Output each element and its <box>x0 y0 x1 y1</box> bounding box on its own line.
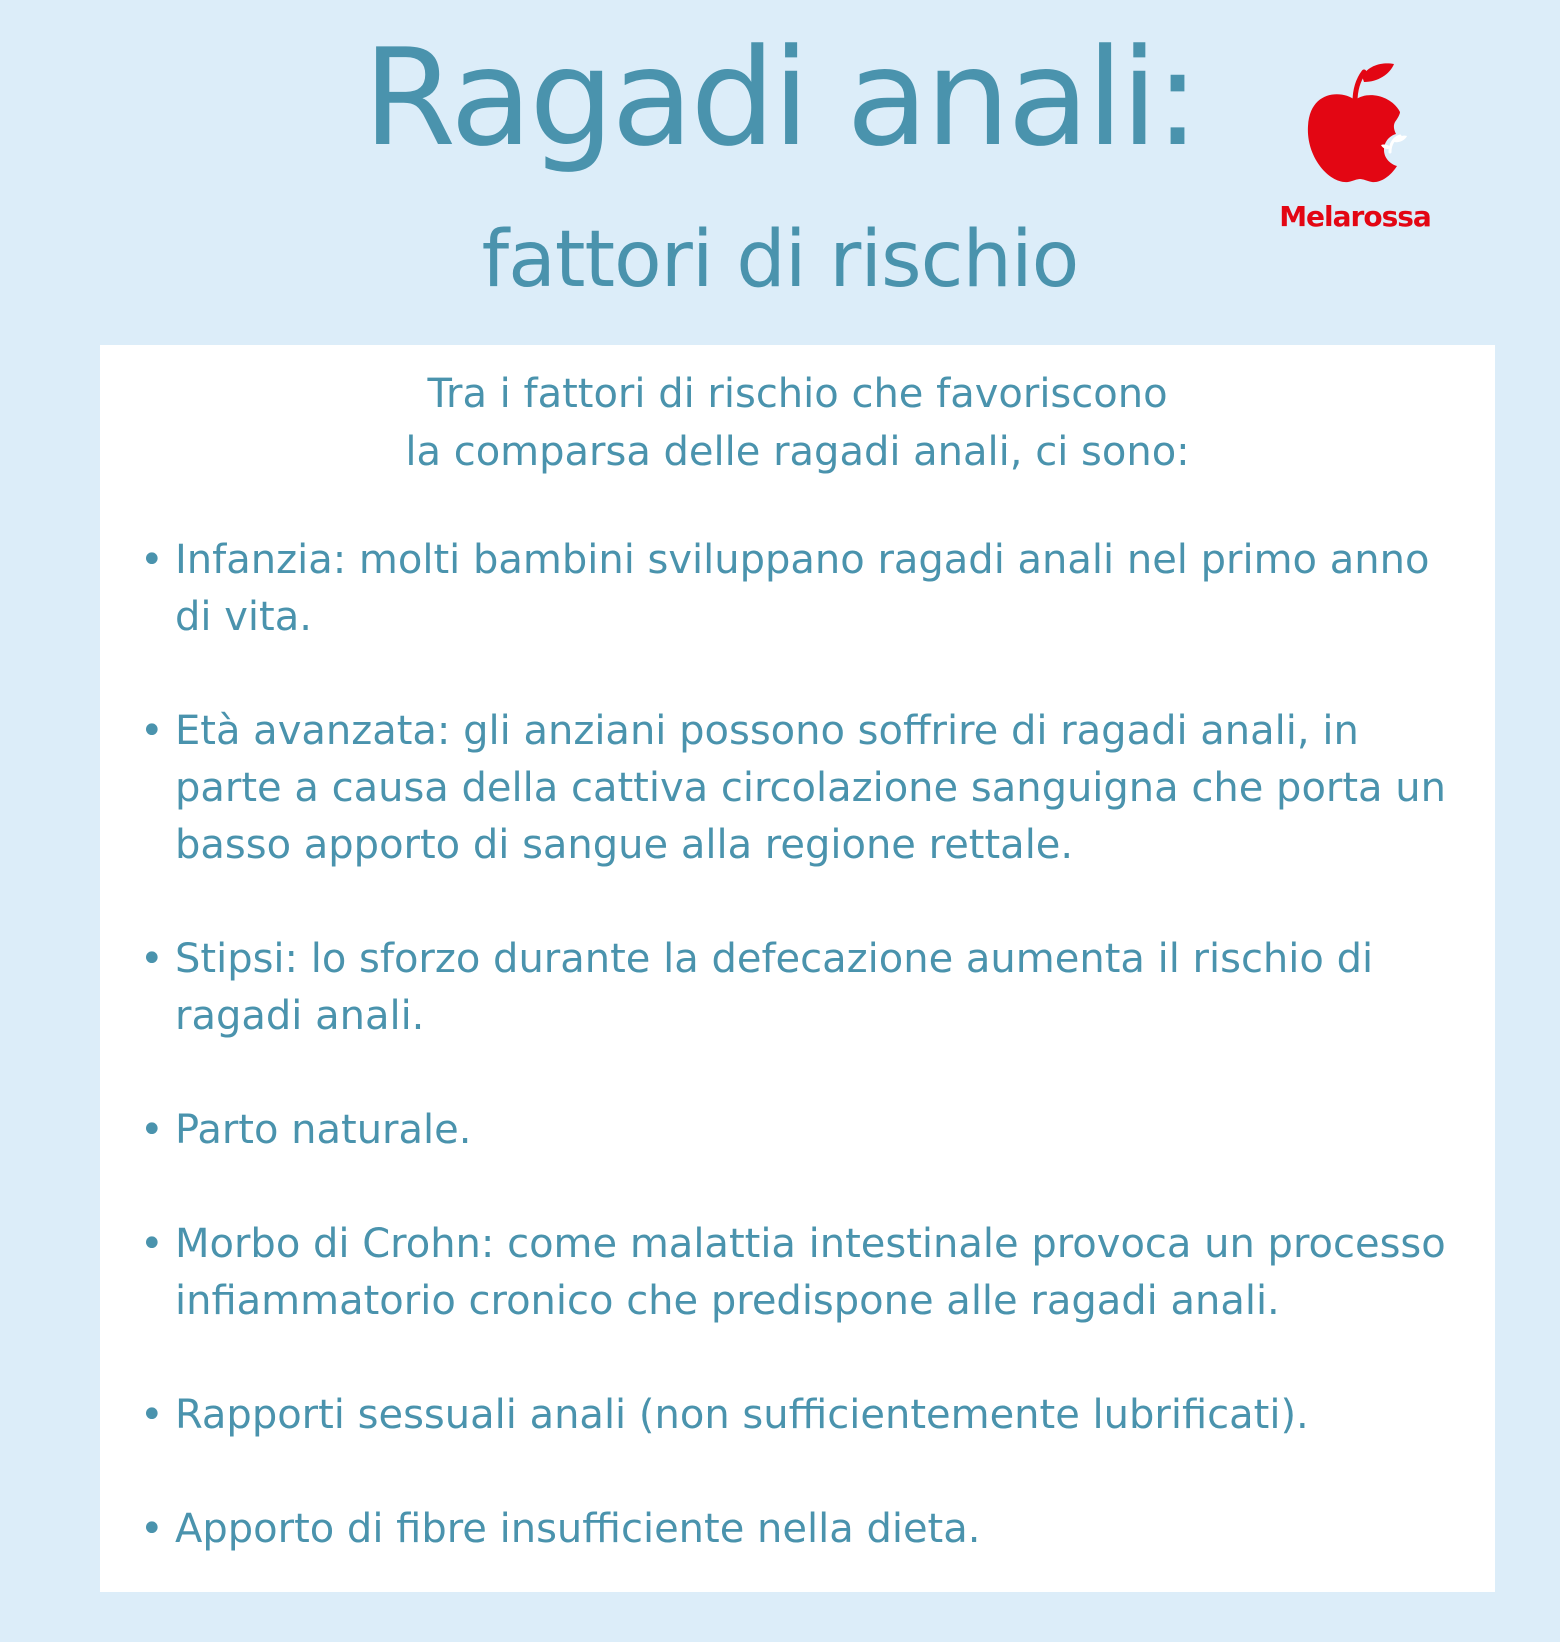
list-item: • Età avanzata: gli anziani possono soffrire di ragadi anali, in parte a causa della cattiva circolazione sanguigna che porta un basso apporto di sangue alla regione rettale. <box>140 703 1475 874</box>
intro-line: Tra i fattori di rischio che favoriscono <box>427 371 1168 417</box>
list-item: • Apporto di fibre insufficiente nella dieta. <box>140 1501 1475 1558</box>
content-card <box>100 345 1495 1592</box>
risk-factors-list <box>140 532 1475 1615</box>
apple-icon <box>1300 60 1410 190</box>
brand-name: Melarossa <box>1279 200 1431 233</box>
list-item: • Morbo di Crohn: come malattia intestinale provoca un processo infiammatorio cronico che predispone alle ragadi anali. <box>140 1216 1475 1330</box>
list-item: • Rapporti sessuali anali (non sufficientemente lubrificati). <box>140 1387 1475 1444</box>
intro-line: la comparsa delle ragadi anali, ci sono: <box>405 429 1190 475</box>
intro-text <box>100 365 1495 481</box>
list-item: • Parto naturale. <box>140 1102 1475 1159</box>
list-item: • Infanzia: molti bambini sviluppano ragadi anali nel primo anno di vita. <box>140 532 1475 646</box>
page-subtitle: fattori di rischio <box>481 215 1079 305</box>
list-item: • Stipsi: lo sforzo durante la defecazione aumenta il rischio di ragadi anali. <box>140 931 1475 1045</box>
brand-logo <box>1270 60 1440 240</box>
page-title: Ragadi anali: <box>362 20 1198 176</box>
